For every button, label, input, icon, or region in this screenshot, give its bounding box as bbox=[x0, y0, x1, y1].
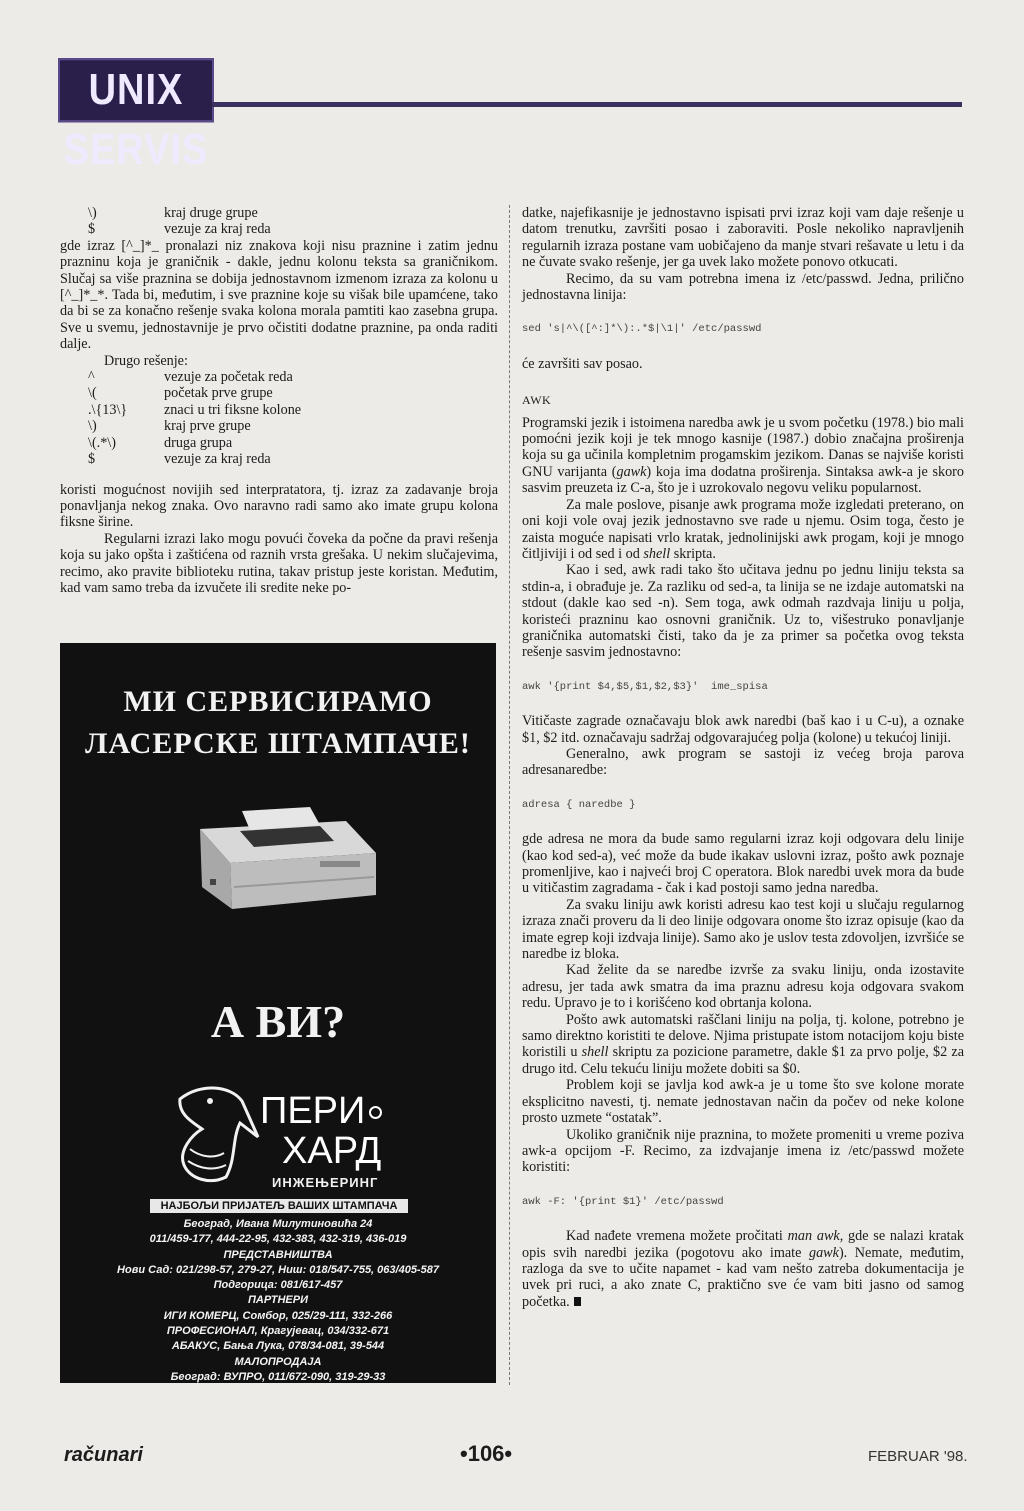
paragraph bbox=[522, 415, 964, 497]
ad-question: А ВИ? bbox=[210, 996, 346, 1047]
paragraph: gde adresa ne mora da bude samo regularni izraz koji odgovara delu linije (kao kod sed-a), već može da bude ikakav uslovni izraz, pošto awk poznaje promenljive, kao i najveći broj C operatora. Blok naredbi uvek mora da bude u vitičastim zagradama - čak i kad postoji samo jedna naredba. bbox=[522, 831, 964, 897]
text-run: skripta. bbox=[670, 545, 716, 562]
code-sample: awk -F: '{print $1}' /etc/passwd bbox=[522, 1195, 724, 1208]
paragraph: Problem koji se javlja kod awk-a je u tome što sve kolone morate eksplicitno navesti, tj. nemate jednostavan način da počev od neke kolone prosto uzmete “ostatak”. bbox=[522, 1077, 964, 1127]
def-key: .\{13\} bbox=[88, 401, 128, 418]
paragraph: Vitičaste zagrade označavaju blok awk naredbi (baš kao i u C-u), a oznake $1, $2 itd. označavaju sadržaj odgovarajućeg polja (kolone) u tekućoj liniji. bbox=[522, 713, 964, 746]
text-run-italic: man awk bbox=[787, 1228, 840, 1245]
paragraph: će završiti sav posao. bbox=[522, 355, 643, 372]
ad-info-line: ПАРТНЕРИ bbox=[247, 1294, 309, 1307]
def-value: vezuje za kraj reda bbox=[164, 451, 271, 468]
section-logo: UNIX SERVIS bbox=[58, 58, 214, 122]
brand-subtitle: ИНЖЕЊЕРИНГ bbox=[272, 1175, 379, 1190]
paragraph: Za svaku liniju awk koristi adresu kao test koji u slučaju regularnog izraza znači proveru da li deo linije odgovara onome što izraz opisuje (kao da imate egrep koji izdvaja linije). Samo ako je uslov testa zdovoljen, izvršiće se naredbe iz bloka. bbox=[522, 896, 964, 963]
paragraph bbox=[522, 1228, 964, 1310]
def-key: $ bbox=[88, 451, 96, 468]
section-heading: AWK bbox=[522, 393, 552, 408]
def-key: \( bbox=[88, 385, 97, 402]
paragraph: Recimo, da su vam potrebna imena iz /etc/passwd. Jedna, prilično jednostavna linija: bbox=[522, 270, 964, 304]
paragraph: Regularni izrazi lako mogu povući čoveka da počne da pravi rešenja koja su jako opšta i zaštićena od raznih vrsta grešaka. U nekim slučajevima, recimo, ako pravite biblioteku rutina, takav pristup jeste koristan. Međutim, kad vam samo treba da izvučete ili sredite neke po- bbox=[60, 530, 498, 596]
def-key: \) bbox=[88, 205, 97, 221]
ad-slogan-banner: НАЈБОЉИ ПРИЈАТЕЉ ВАШИХ ШТАМПАЧА bbox=[150, 1199, 408, 1213]
def-value: početak prve grupe bbox=[164, 385, 273, 402]
def-key: ^ bbox=[88, 369, 95, 386]
paragraph: Drugo rešenje: bbox=[104, 352, 188, 369]
text-run: Programski jezik i istoimena naredba awk je u svom početku (1978.) bio mali pomoćni jezik koji je tek mnogo kasnije (1987.) dobio značajna proširenja koja su ga učinila kompletnim progamskim jezikom. Danas se najviše koristi GNU varijanta ( bbox=[522, 414, 964, 480]
paragraph bbox=[522, 497, 964, 563]
def-value: znaci u tri fiksne kolone bbox=[164, 401, 302, 418]
text-run: ). Nemate, međutim, razloga da sve to učite napamet - kad vam nešto zatreba dokumentacija je uvek pri ruci, a ako znate C, praktično sve će vam biti jasno od samog početka. bbox=[522, 1244, 964, 1310]
text-run: Za male poslove, pisanje awk programa može izgledati preterano, on oni koji vole ovaj jezik jednostavno sve rade u njemu. Osim toga, često je zaista moguće napisati vrlo kratak, jednolinijski awk progam, koji je mnogo čitljiviji i od sed i od bbox=[522, 496, 964, 562]
ad-info-line: Подгорица: 081/617-457 bbox=[213, 1279, 343, 1292]
code-sample: awk '{print $4,$5,$1,$2,$3}' ime_spisa bbox=[522, 680, 768, 693]
text-run-italic: shell bbox=[581, 1044, 609, 1061]
page-number: •106• bbox=[460, 1441, 513, 1466]
ad-headline-line: ЛАСЕРСКЕ ШТАМПАЧЕ! bbox=[85, 727, 471, 760]
ad-info-line: ПРОФЕСИОНАЛ, Крагујевац, 034/332-671 bbox=[166, 1325, 390, 1338]
paragraph: datke, najefikasnije je jednostavno ispisati prvi izraz koji vam daje rešenje u datom trenutku, završiti posao i zaboraviti. Posle nekoliko napravljenih regularnih izraza postane vam uobičajeno da manje stvari rešavate u letu i da ne čuvate svako rešenje, jer ga uvek lako možete ponovo otkucati. bbox=[522, 205, 964, 271]
laser-printer-image bbox=[170, 791, 386, 925]
paragraph: Kad želite da se naredbe izvrše za svaku liniju, onda izostavite adresu, jer tada awk smatra da ima praznu adresu koja odgovara svakom redu. Upravo je to i korišćeno kod obrtanja kolona. bbox=[522, 962, 964, 1012]
text-run: skriptu za pozicione parametre, dakle $1 za prvo polje, $2 za drugo itd. Celu tekuću liniju možete dobiti sa $0. bbox=[522, 1044, 964, 1077]
brand-ring-icon bbox=[369, 1106, 382, 1119]
magazine-name: računari bbox=[64, 1444, 143, 1466]
ad-info-line: Београд: ВУПРО, 011/672-090, 319-29-33 bbox=[170, 1370, 386, 1383]
ad-info-line: ПРЕДСТАВНИШТВА bbox=[223, 1248, 333, 1261]
pelican-logo-icon bbox=[170, 1079, 262, 1187]
paragraph bbox=[522, 1012, 964, 1078]
text-run-italic: gawk bbox=[616, 463, 647, 480]
column-divider bbox=[509, 205, 510, 1385]
paragraph: Generalno, awk program se sastoji iz većeg broja parova adresanaredbe: bbox=[522, 745, 964, 779]
ad-info-line: Нови Сад: 021/298-57, 279-27, Ниш: 018/547-755, 063/405-587 bbox=[117, 1263, 439, 1276]
left-column bbox=[60, 205, 498, 596]
definition-list-1 bbox=[60, 205, 498, 238]
brand-name-line-1 bbox=[260, 1091, 382, 1131]
code-sample: adresa { naredbe } bbox=[522, 798, 636, 811]
def-key: $ bbox=[88, 221, 96, 238]
brand-word: ПЕРИ bbox=[260, 1090, 366, 1132]
paragraph: koristi mogućnost novijih sed interpratatora, tj. izraz za zadavanje broja ponavljanja nekog znaka. Ovo naravno radi samo ako imate grupu kolona fiksne širine. bbox=[60, 481, 498, 531]
text-run: , gde se nalazi kratak opis svih naredbi jezika (pogotovu ako imate bbox=[522, 1228, 965, 1261]
ad-info-line: Београд, Ивана Милутиновића 24 bbox=[183, 1218, 373, 1230]
text-run-italic: shell bbox=[643, 545, 671, 562]
text-run: ) koja ima dodatna proširenja. Sintaksa awk-a je skoro sasvim preuzeta iz C-a, što je i uzrokovalo negovu veliku popularnost. bbox=[522, 463, 964, 497]
issue-date: FEBRUAR '98. bbox=[868, 1448, 968, 1465]
def-value: kraj prve grupe bbox=[164, 418, 251, 435]
code-sample: sed 's|^\([^:]*\):.*$|\1|' /etc/passwd bbox=[522, 323, 762, 336]
def-value: vezuje za kraj reda bbox=[164, 221, 271, 238]
text-run: Pošto awk automatski raščlani liniju na polja, tj. kolone, potrebno je samo direktno koristiti te delove. Njima pristupate istom notacijom koju biste koristili u bbox=[522, 1011, 964, 1061]
ad-info-line: АБАКУС, Бања Лука, 078/34-081, 39-544 bbox=[171, 1340, 385, 1353]
ad-headline-line: МИ СЕРВИСИРАМО bbox=[123, 685, 433, 718]
paragraph: Ukoliko graničnik nije praznina, to možete promeniti u vreme poziva awk-a opcijom -F. Recimo, za izdvajanje imena iz /etc/passwd možete koristiti: bbox=[522, 1126, 964, 1176]
brand-name-line-2: ХАРД bbox=[282, 1130, 382, 1172]
right-column bbox=[522, 205, 964, 1310]
ad-info-line: ИГИ КОМЕРЦ, Сомбор, 025/29-111, 332-266 bbox=[163, 1309, 393, 1322]
header-rule bbox=[212, 102, 962, 107]
def-key: \) bbox=[88, 418, 97, 435]
end-mark-icon bbox=[574, 1297, 581, 1306]
text-run: Kad nađete vremena možete pročitati bbox=[566, 1228, 788, 1245]
ad-headline bbox=[60, 681, 496, 765]
def-value: kraj druge grupe bbox=[164, 205, 258, 221]
ad-info-line: 011/459-177, 444-22-95, 432-383, 432-319, 436-019 bbox=[149, 1233, 407, 1246]
ad-info-line: МАЛОПРОДАЈА bbox=[234, 1355, 322, 1368]
advertisement bbox=[60, 643, 496, 1383]
paragraph: gde izraz [^_]*_ pronalazi niz znakova koji nisu praznine i zatim jednu prazninu koja je graničnik - dakle, jednu kolonu teksta sa graničnikom. Slučaj sa više praznina se dobija jednostavnom izmenom izraza za kolonu u [^_]*_*. Tada bi, međutim, i sve praznine koje su višak bile upamćene, tako da bi se za konačno rešenje svaka kolona morala pamtiti kao zasebna grupa. Sve u svemu, jednostavnije je prvo očistiti dodatne praznine, pa onda raditi dalje. bbox=[60, 237, 498, 353]
def-key: \(.*\) bbox=[88, 434, 116, 451]
ad-contact-info bbox=[60, 1217, 496, 1385]
text-run-italic: gawk bbox=[808, 1244, 839, 1261]
paragraph: Kao i sed, awk radi tako što učitava jednu po jednu liniju teksta sa stdin-a, i obrađuje je. Za razliku od sed-a, ta linija se ne izdaje automatski na stdout (dakle kao sed -n). Sem toga, awk odmah razdvaja liniju u polja, koristeći prazninu kao osnovni graničnik. Uz to, višestruko ponavljanje graničnika automatski čisti, tako da je za primer sa početka ovog teksta rešenje sasvim jednostavno: bbox=[522, 562, 964, 661]
def-value: vezuje za početak reda bbox=[164, 369, 293, 386]
def-value: druga grupa bbox=[164, 434, 233, 451]
definition-list-2 bbox=[60, 369, 498, 467]
